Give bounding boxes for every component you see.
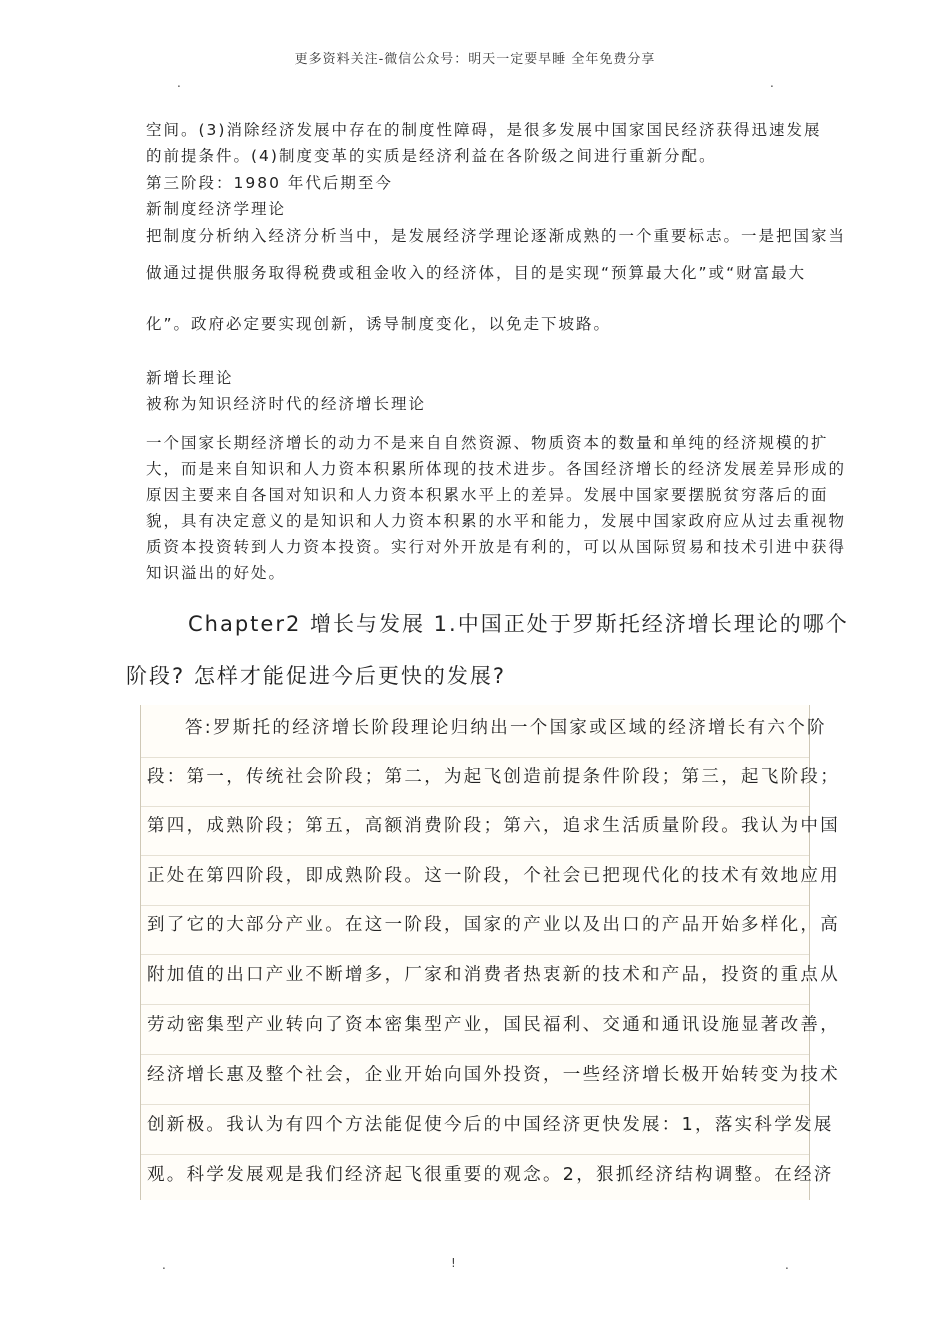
intro-line-1: 空间。(3)消除经济发展中存在的制度性障碍，是很多发展中国家国民经济获得迅速发展: [146, 121, 822, 139]
chapter-heading-line-1: Chapter2 增长与发展 1.中国正处于罗斯托经济增长理论的哪个: [188, 612, 849, 636]
page-mark-bottom-right: .: [785, 1258, 789, 1272]
body-line-1: 一个国家长期经济增长的动力不是来自自然资源、物质资本的数量和单纯的经济规模的扩: [146, 434, 829, 452]
page-header: 更多资料关注-微信公众号：明天一定要早睡 全年免费分享: [294, 52, 656, 67]
line-divider: [141, 806, 809, 807]
body-line-6: 知识溢出的好处。: [146, 564, 287, 582]
answer-line-6: 附加值的出口产业不断增多，厂家和消费者热衷新的技术和产品，投资的重点从: [147, 965, 840, 985]
theory-heading: 新制度经济学理论: [146, 200, 287, 218]
page-mark-top-right: .: [770, 76, 774, 90]
line-divider: [141, 855, 809, 856]
answer-line-5: 到了它的大部分产业。在这一阶段，国家的产业以及出口的产品开始多样化，高: [147, 915, 840, 935]
paragraph-line-2: 做通过提供服务取得税费或租金收入的经济体，目的是实现“预算最大化”或“财富最大: [146, 264, 807, 282]
chapter-heading-line-2: 阶段? 怎样才能促进今后更快的发展?: [126, 664, 506, 688]
answer-line-1: 答:罗斯托的经济增长阶段理论归纳出一个国家或区域的经济增长有六个阶: [185, 718, 827, 738]
intro-line-2: 的前提条件。(4)制度变革的实质是经济利益在各阶级之间进行重新分配。: [146, 147, 717, 165]
answer-line-8: 经济增长惠及整个社会，企业开始向国外投资，一些经济增长极开始转变为技术: [147, 1065, 840, 1085]
line-divider: [141, 1154, 809, 1155]
answer-line-2: 段：第一，传统社会阶段；第二，为起飞创造前提条件阶段；第三，起飞阶段；: [147, 767, 840, 787]
line-divider: [141, 757, 809, 758]
subheading-knowledge: 被称为知识经济时代的经济增长理论: [146, 395, 427, 413]
page-mark-bottom-center: !: [451, 1256, 456, 1270]
line-divider: [141, 1054, 809, 1055]
answer-box: [140, 705, 840, 1200]
line-divider: [141, 905, 809, 906]
paragraph-line-1: 把制度分析纳入经济分析当中，是发展经济学理论逐渐成熟的一个重要标志。一是把国家当: [146, 227, 847, 245]
line-divider: [141, 1004, 809, 1005]
answer-line-4: 正处在第四阶段，即成熟阶段。这一阶段，个社会已把现代化的技术有效地应用: [147, 866, 840, 886]
body-line-2: 大，而是来自知识和人力资本积累所体现的技术进步。各国经济增长的经济发展差异形成的: [146, 460, 847, 478]
line-divider: [141, 1104, 809, 1105]
body-line-5: 质资本投资转到人力资本投资。实行对外开放是有利的，可以从国际贸易和技术引进中获得: [146, 538, 847, 556]
body-line-4: 貌，具有决定意义的是知识和人力资本积累的水平和能力，发展中国家政府应从过去重视物: [146, 512, 847, 530]
stage-heading: 第三阶段：1980 年代后期至今: [146, 174, 393, 192]
answer-line-10: 观。科学发展观是我们经济起飞很重要的观念。2，狠抓经济结构调整。在经济: [147, 1165, 834, 1185]
paragraph-line-3: 化”。政府必定要实现创新，诱导制度变化，以免走下坡路。: [146, 315, 612, 333]
answer-line-9: 创新极。我认为有四个方法能促使今后的中国经济更快发展：1，落实科学发展: [147, 1115, 834, 1135]
subheading-new-growth: 新增长理论: [146, 369, 234, 387]
line-divider: [141, 954, 809, 955]
answer-line-7: 劳动密集型产业转向了资本密集型产业，国民福利、交通和通讯设施显著改善，: [147, 1015, 840, 1035]
answer-line-3: 第四，成熟阶段；第五，高额消费阶段；第六，追求生活质量阶段。我认为中国: [147, 816, 840, 836]
page-mark-bottom-left: .: [162, 1258, 166, 1272]
page-mark-top-left: .: [177, 76, 181, 90]
body-line-3: 原因主要来自各国对知识和人力资本积累水平上的差异。发展中国家要摆脱贫穷落后的面: [146, 486, 829, 504]
